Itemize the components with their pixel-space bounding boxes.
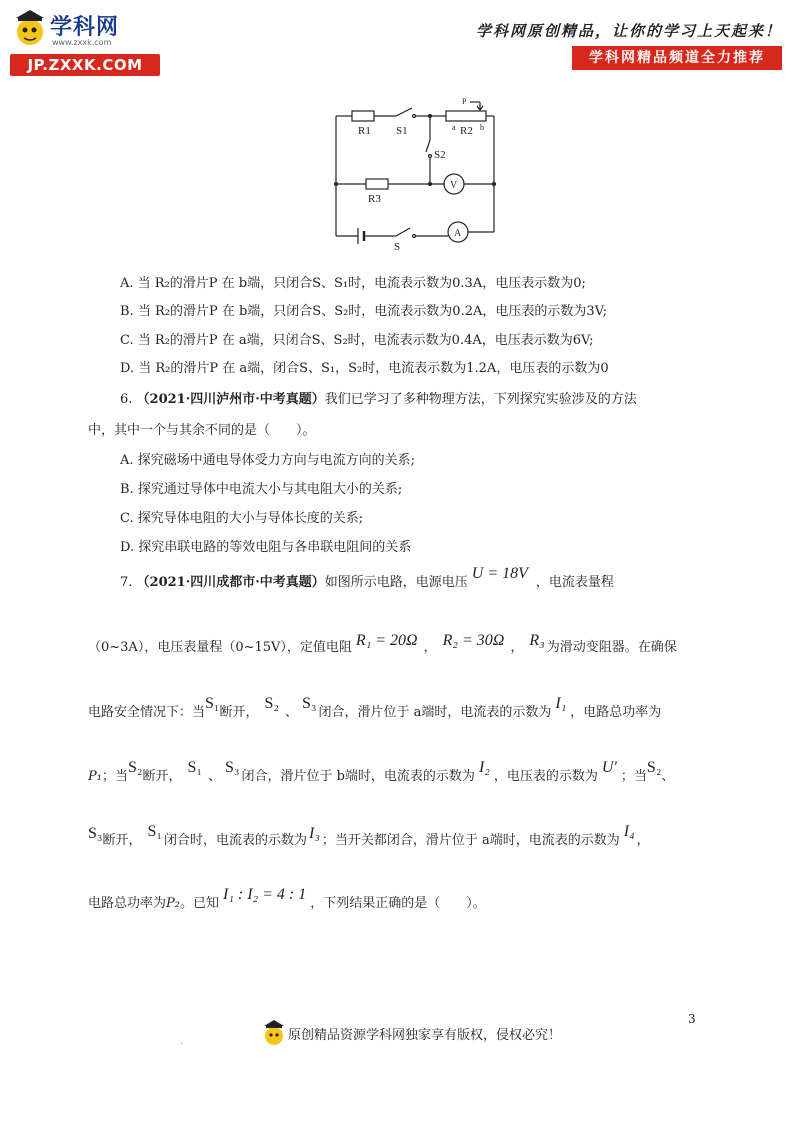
header-slogan: 学科网原创精品，让你的学习上天起来！: [475, 22, 782, 40]
q7-line6: [88, 886, 486, 914]
q7-r2: R₂ = 30Ω: [442, 632, 505, 649]
q7-line1: [120, 565, 614, 593]
q7-text: ，电压表的示数为: [493, 769, 598, 784]
logo-url: JP.ZXXK.COM: [27, 56, 143, 74]
label-a: a: [452, 123, 456, 132]
q6-option-d: D. 探究串联电路的等效电阻与各串联电阻间的关系: [120, 540, 412, 555]
q7-text: 。已知: [179, 896, 219, 911]
voltmeter-icon: V: [450, 180, 458, 191]
logo-url-bar: [10, 54, 160, 76]
label-s: S: [394, 241, 401, 252]
q6-stem-line1: [120, 390, 637, 410]
logo-sub: www.zxxk.com: [52, 38, 112, 47]
q7-text: 闭合，滑片位于 a端时，电流表的示数为: [318, 705, 552, 720]
q7-line2: [88, 632, 677, 658]
label-b: b: [480, 123, 484, 132]
page-number: 3: [688, 1012, 696, 1026]
q7-i2: I₂: [478, 759, 490, 776]
label-p: P: [462, 97, 467, 106]
q7-text: 闭合，滑片位于 b端时，电流表的示数为: [241, 769, 475, 784]
q7-text: 闭合时，电流表的示数为: [163, 833, 307, 848]
q7-text: 为滑动变阻器。在确保: [546, 640, 677, 655]
q7-s2: S₂: [264, 695, 279, 712]
q7-voltage: U = 18V: [471, 565, 528, 582]
q7-line5: [88, 823, 650, 851]
page-header: [0, 0, 800, 80]
q5-option-b: B. 当 R₂的滑片P 在 b端，只闭合S、S₂时，电流表示数为0.2A，电压表的示数为3V;: [120, 304, 608, 319]
q7-text: 、: [285, 705, 299, 720]
zxxk-logo[interactable]: [10, 8, 160, 74]
q7-s2b: S₂: [127, 759, 143, 776]
q7-text: 断开，: [102, 833, 142, 848]
q7-r3: R₃: [529, 632, 545, 649]
q6-stem2: 中，其中一个与其余不同的是（ ）。: [88, 423, 316, 438]
q7-r1: R₁ = 20Ω: [355, 632, 418, 649]
q6-stem1: 我们已学习了多种物理方法，下列探究实验涉及的方法: [324, 392, 637, 407]
q7-s3: S₃: [302, 695, 317, 712]
q6-option-c: C. 探究导体电阻的大小与导体长度的关系;: [120, 511, 364, 526]
footer-dot: .: [180, 1036, 184, 1047]
ammeter-icon: A: [454, 228, 462, 239]
label-s1: S1: [396, 125, 408, 137]
channel-banner[interactable]: 学科网精品频道全力推荐: [572, 46, 782, 70]
q7-p1: P₁: [88, 769, 102, 784]
q6-option-b: B. 探究通过导体中电流大小与其电阻大小的关系;: [120, 482, 403, 497]
q7-s3c: S₃: [88, 825, 103, 842]
circuit-diagram: [330, 96, 510, 252]
label-r1: R1: [358, 125, 371, 137]
q7-s1c: S₁: [147, 823, 162, 840]
q7-s3b: S₃: [224, 759, 240, 776]
q7-text: ，电路总功率为: [570, 705, 662, 720]
q7-s1: S₁: [205, 695, 220, 712]
q7-text: ，: [510, 640, 524, 655]
q7-text: 断开，: [219, 705, 259, 720]
mascot-icon: [262, 1018, 286, 1048]
q7-text: 如图所示电路，电源电压: [324, 575, 468, 590]
q7-text: 电路安全情况下：当: [88, 705, 206, 720]
q7-s2c: S₂: [646, 759, 662, 776]
label-r3: R3: [368, 193, 381, 205]
q6-number: 6.: [120, 392, 133, 407]
q7-text: 电路总功率为: [88, 896, 167, 911]
q7-i3: I₃: [309, 825, 320, 842]
q7-text: 、: [661, 769, 675, 784]
q7-text: ；当开关都闭合，滑片位于 a端时，电流表的示数为: [321, 833, 620, 848]
q7-text: （0~3A），电压表量程（0~15V），定值电阻: [88, 640, 352, 655]
q7-text: 、: [207, 769, 221, 784]
q7-text: ；当: [101, 769, 128, 784]
q5-option-c: C. 当 R₂的滑片P 在 a端，只闭合S、S₂时，电流表示数为0.4A，电压表示数为6V;: [120, 333, 594, 348]
footer-copyright: 原创精品资源学科网独家享有版权，侵权必究！: [288, 1028, 562, 1043]
q5-option-a: A. 当 R₂的滑片P 在 b端，只闭合S、S₁时，电流表示数为0.3A，电压表示数为0;: [120, 276, 586, 291]
label-r2: R2: [460, 125, 473, 137]
q7-p2: P₂: [166, 896, 180, 911]
q7-text: ，下列结果正确的是（ ）。: [310, 896, 486, 911]
q7-text: ，: [636, 833, 650, 848]
label-s2: S2: [434, 149, 446, 161]
q7-u-prime: U′: [601, 759, 617, 776]
q7-s1b: S₁: [187, 759, 202, 776]
q7-text: ，电流表量程: [535, 575, 614, 590]
q7-text: ，: [423, 640, 437, 655]
q7-number: 7.: [120, 575, 133, 590]
q7-source: （2021·四川成都市·中考真题）: [136, 575, 325, 590]
q6-option-a: A. 探究磁场中通电导体受力方向与电流方向的关系;: [120, 453, 416, 468]
q5-option-d: D. 当 R₂的滑片P 在 a端，闭合S、S₁，S₂时，电流表示数为1.2A，电压表的示数为0: [120, 361, 609, 376]
q7-line3: [88, 695, 662, 723]
q7-i4: I₄: [623, 823, 635, 840]
q7-line4: [88, 759, 675, 787]
q7-text: 断开，: [142, 769, 182, 784]
q7-text: ；当: [620, 769, 647, 784]
logo-name: 学科网: [50, 15, 120, 40]
q6-source: （2021·四川泸州市·中考真题）: [136, 392, 325, 407]
q7-ratio: I₁ : I₂ = 4 : 1: [223, 886, 307, 903]
q7-i1: I₁: [555, 695, 567, 712]
